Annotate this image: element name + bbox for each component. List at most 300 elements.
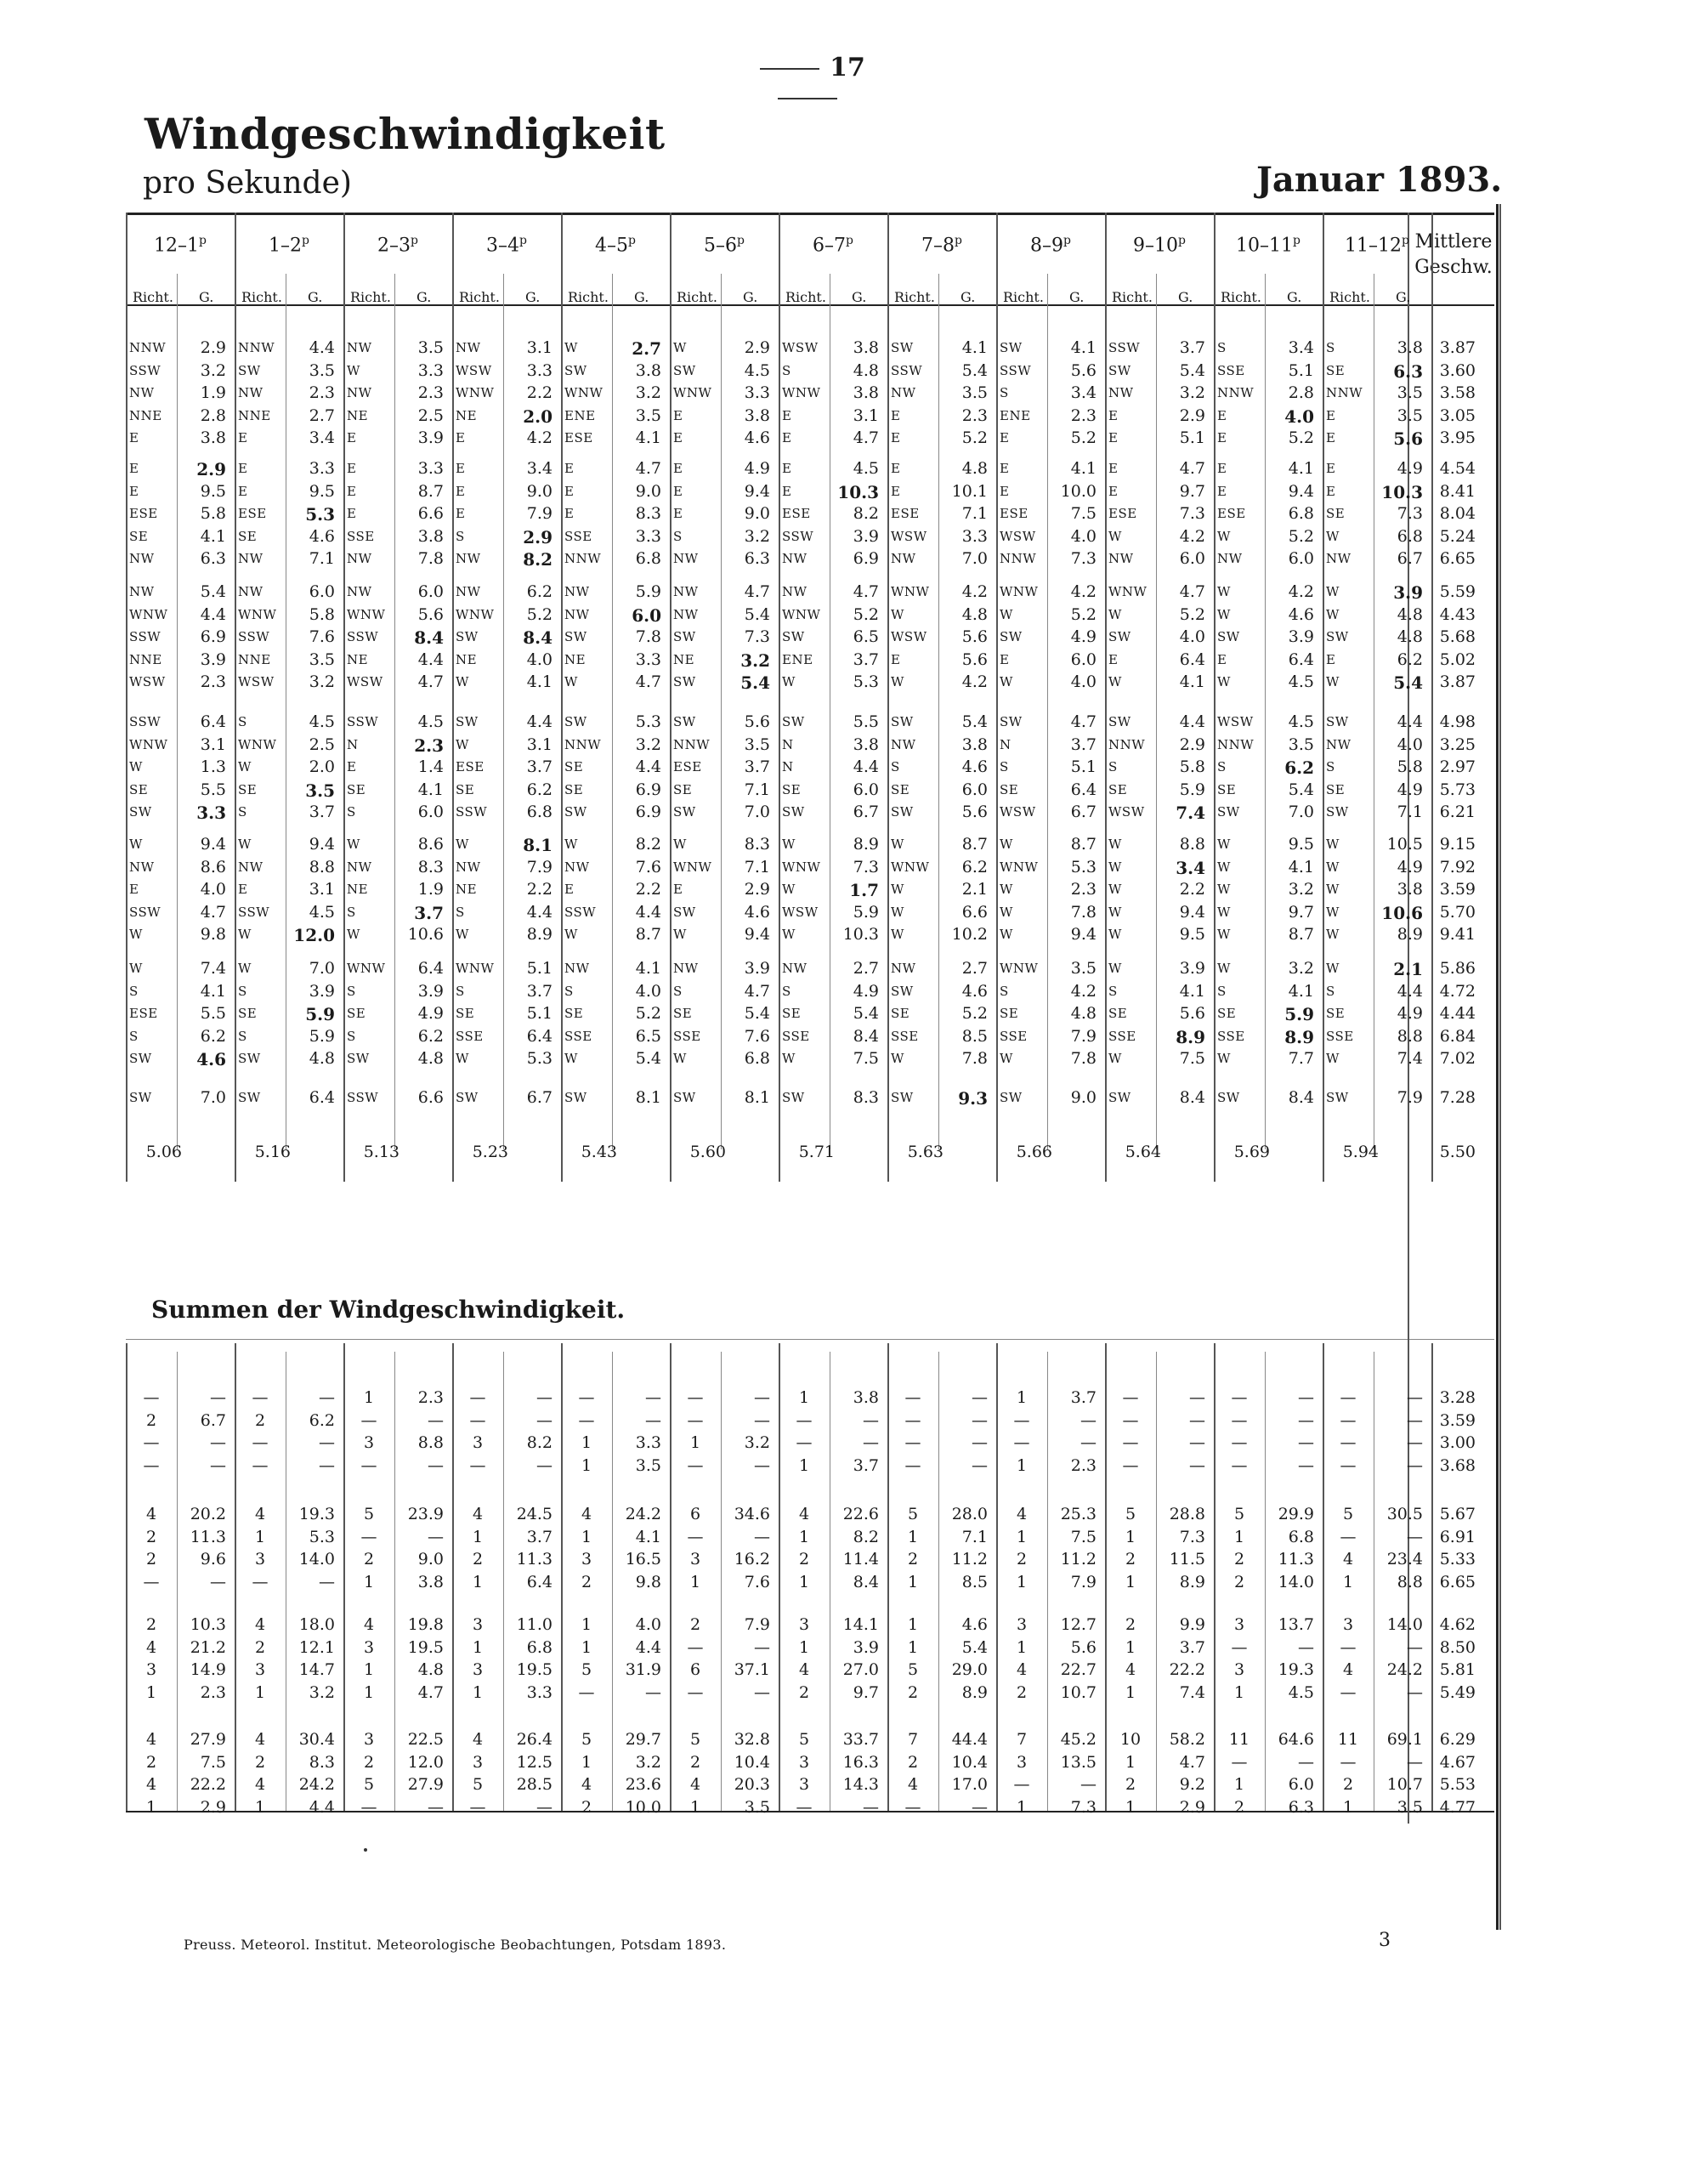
wind-speed: 4.9 [1397,780,1423,799]
wind-speed: 8.7 [635,925,661,944]
wind-speed: 9.4 [744,925,770,944]
hour-label: 8–9 [1030,235,1064,257]
wind-direction: S [129,1028,139,1044]
summen-sum: 24.5 [516,1505,552,1523]
summen-count: — [1340,1388,1357,1407]
summen-count: 2 [254,1637,266,1657]
wind-speed: 12.0 [293,925,335,945]
wind-direction: NW [564,584,590,599]
wind-direction: E [1000,430,1010,445]
wind-direction: W [673,837,687,852]
wind-speed: 4.7 [853,428,879,447]
row-mean: 3.95 [1439,428,1476,447]
wind-speed: 4.1 [1288,459,1314,478]
summen-sum: 7.4 [1179,1682,1205,1702]
mean-column-right-rule [1496,204,1499,1930]
wind-speed: 6.3 [200,549,226,568]
summen-sum: 45.2 [1060,1730,1096,1749]
summen-sum: 8.9 [961,1682,988,1702]
summen-sum: — [972,1455,988,1475]
summen-sum: 16.5 [625,1550,661,1569]
summen-sum: 4.7 [417,1682,444,1702]
summen-count: 11 [1337,1730,1359,1749]
wind-speed: 4.2 [961,672,988,691]
page-subtitle: pro Sekunde) [143,166,352,201]
summen-subcolumn-divider [503,1352,504,1811]
wind-speed: 9.4 [309,835,335,854]
summen-sum: — [863,1433,879,1452]
wind-direction: S [238,804,247,820]
wind-speed: 3.7 [309,803,335,821]
wind-speed: 4.6 [1288,604,1314,624]
summen-rule-top [126,1339,1494,1340]
wind-direction: S [456,904,465,920]
wind-direction: W [1326,674,1340,689]
wind-speed: 3.9 [309,981,335,1001]
row-mean: 9.41 [1439,925,1476,944]
wind-speed: 7.7 [1288,1049,1314,1068]
wind-direction: WNW [347,961,386,976]
summen-sum: 10.4 [951,1752,988,1772]
summen-count: 7 [1016,1730,1028,1749]
summen-count: — [1013,1433,1030,1452]
wind-direction: W [1108,1051,1122,1066]
wind-speed: 3.7 [1070,735,1096,754]
wind-speed: 3.9 [200,650,226,669]
summen-count: 1 [1125,1527,1136,1546]
wind-speed: 4.4 [526,902,552,922]
sub-header-g: G. [308,289,323,305]
wind-speed: 2.7 [632,338,661,359]
summen-sum: 19.3 [1278,1660,1314,1679]
wind-speed: 4.9 [1070,627,1096,646]
summen-count: 1 [1125,1572,1136,1591]
summen-column-divider [1105,1343,1107,1811]
wind-speed: 4.6 [961,981,988,1001]
wind-direction: W [891,1051,904,1066]
summen-sum: 13.5 [1060,1752,1096,1772]
wind-speed: 4.9 [1397,857,1423,876]
summen-sum: 7.3 [1070,1797,1096,1817]
hour-label: 7–8 [921,235,955,257]
wind-direction: SSE [1217,1028,1245,1044]
summen-count: 2 [145,1752,157,1772]
summen-count: 2 [145,1527,157,1546]
wind-direction: NW [673,961,699,976]
wind-direction: NNW [1217,736,1255,752]
hour-header [235,234,343,256]
wind-direction: SW [238,362,261,378]
wind-direction: SSW [129,714,162,729]
wind-speed: 3.8 [853,338,879,357]
wind-direction: SE [1108,781,1128,797]
summen-sum: 11.2 [1060,1550,1096,1569]
subcolumn-divider [503,274,504,1149]
wind-speed: 2.8 [1288,383,1314,402]
summen-sum: — [754,1637,770,1657]
summen-count: 1 [798,1455,810,1475]
wind-direction: W [1217,1051,1231,1066]
wind-direction: SSW [129,362,162,378]
wind-speed: 3.3 [417,459,444,478]
sub-header-g: G. [852,289,867,305]
wind-speed: 2.3 [961,406,988,425]
wind-speed: 4.1 [961,338,988,357]
wind-speed: 3.9 [1288,627,1314,646]
wind-direction: WSW [891,629,927,644]
wind-speed: 6.0 [632,604,661,626]
summen-sum: — [1407,1682,1423,1702]
wind-direction: NW [1326,736,1352,752]
wind-direction: S [238,983,247,999]
sub-header-richt: Richt. [459,289,500,305]
summen-count: 1 [798,1637,810,1657]
summen-count: 4 [145,1730,157,1749]
wind-direction: W [564,674,578,689]
summen-sum: 19.5 [516,1660,552,1679]
summen-mean: 3.68 [1439,1455,1476,1475]
summen-sum: 7.5 [200,1752,226,1772]
wind-direction: W [129,927,143,942]
summen-sum: 11.3 [1278,1550,1314,1569]
wind-speed: 7.8 [417,549,444,568]
summen-count: 4 [254,1730,266,1749]
summen-sum: 23.9 [407,1505,444,1523]
wind-speed: 9.4 [1070,925,1096,944]
summen-sum: — [1080,1775,1096,1794]
wind-speed: 9.7 [1288,902,1314,922]
wind-direction: SW [673,804,696,820]
wind-speed: 4.5 [309,902,335,922]
wind-speed: 3.8 [1397,880,1423,899]
wind-speed: 3.8 [1397,338,1423,357]
summen-count: 2 [1125,1775,1136,1794]
wind-speed: 7.4 [200,959,226,978]
wind-direction: SSE [1217,362,1245,378]
summen-sum: — [319,1572,335,1591]
summen-count: — [1231,1410,1248,1430]
sub-header-richt: Richt. [133,289,173,305]
wind-direction: E [782,483,792,499]
wind-speed: 8.4 [414,627,444,648]
summen-sum: — [645,1410,661,1430]
summen-sum: 3.5 [635,1455,661,1475]
wind-speed: 7.0 [1288,803,1314,821]
summen-count: — [904,1433,921,1452]
wind-direction: W [891,674,904,689]
wind-speed: 3.1 [309,880,335,899]
wind-speed: 3.5 [1397,406,1423,425]
summen-count: — [143,1433,160,1452]
summen-count: 2 [1125,1550,1136,1569]
summen-sum: — [428,1527,444,1546]
summen-sum: 2.3 [200,1682,226,1702]
wind-direction: NNE [238,407,271,423]
summen-sum: 11.5 [1169,1550,1205,1569]
wind-speed: 5.6 [961,627,988,646]
wind-direction: E [891,430,901,445]
wind-speed: 3.9 [1179,959,1205,978]
summen-count: — [687,1682,704,1702]
wind-speed: 3.3 [961,526,988,546]
wind-direction: SW [129,1051,152,1066]
summen-count: — [1122,1410,1139,1430]
wind-direction: E [347,430,357,445]
summen-sum: 44.4 [951,1730,988,1749]
hour-suffix: p [411,234,418,247]
wind-speed: 2.3 [200,672,226,691]
wind-direction: NW [238,584,264,599]
wind-direction: E [673,506,683,521]
wind-direction: ESE [1108,506,1137,521]
wind-direction: W [456,1051,469,1066]
wind-direction: SE [238,528,258,544]
wind-speed: 2.5 [417,406,444,425]
summen-count: 1 [1233,1527,1245,1546]
wind-speed: 8.4 [523,627,552,648]
summen-sum: 8.2 [853,1527,879,1546]
summen-count: 5 [472,1775,484,1794]
summen-count: 1 [254,1682,266,1702]
summen-count: 4 [145,1505,157,1523]
summen-count: — [1340,1752,1357,1772]
summen-count: — [1013,1775,1030,1794]
wind-speed: 3.9 [744,959,770,978]
wind-speed: 5.9 [309,1026,335,1046]
summen-sum: 58.2 [1169,1730,1205,1749]
wind-direction: SSE [891,1028,919,1044]
wind-direction: W [1217,674,1231,689]
wind-direction: E [456,483,466,499]
column-divider [1214,213,1216,1182]
summen-count: — [796,1433,813,1452]
wind-speed: 3.2 [740,650,770,671]
row-mean: 4.72 [1439,981,1476,1001]
summen-sum: — [210,1388,226,1407]
column-divider [235,213,236,1182]
wind-speed: 8.6 [417,835,444,854]
summen-count: 4 [1342,1660,1354,1679]
wind-direction: SW [456,629,479,644]
wind-speed: 4.8 [1397,627,1423,646]
hour-label: 5–6 [704,235,738,257]
wind-direction: E [564,461,575,476]
wind-direction: E [1108,407,1119,423]
wind-speed: 8.2 [853,504,879,523]
summen-sum: — [536,1797,552,1817]
summen-count: 3 [689,1550,701,1569]
wind-direction: NW [1108,385,1134,400]
wind-speed: 2.0 [309,757,335,776]
wind-speed: 4.1 [1070,338,1096,357]
summen-mean: 3.28 [1439,1388,1476,1407]
wind-speed: 5.4 [744,604,770,624]
summen-count: — [1231,1637,1248,1657]
summen-sum: 24.2 [1386,1660,1423,1679]
wind-direction: WNW [1000,584,1039,599]
row-mean: 5.86 [1439,959,1476,978]
wind-speed: 4.9 [1397,459,1423,478]
summen-sum: 29.7 [625,1730,661,1749]
summen-sum: 6.8 [526,1637,552,1657]
wind-direction: SW [1000,714,1023,729]
wind-speed: 8.3 [417,857,444,876]
wind-speed: 2.3 [1070,880,1096,899]
summen-count: — [360,1455,377,1475]
summen-count: 3 [1016,1615,1028,1634]
wind-direction: E [891,651,901,667]
wind-direction: NW [238,859,264,875]
page-number-text: 17 [830,53,865,82]
summen-sum: — [1298,1455,1314,1475]
wind-speed: 9.0 [526,481,552,501]
wind-direction: E [347,461,357,476]
summen-count: — [687,1455,704,1475]
summen-sum: — [863,1797,879,1817]
column-divider [670,213,672,1182]
wind-speed: 4.9 [744,459,770,478]
summen-sum: 14.0 [1386,1615,1423,1634]
summen-count: 1 [581,1527,592,1546]
summen-count: — [904,1797,921,1817]
wind-direction: SSE [564,528,592,544]
wind-speed: 5.4 [200,582,226,601]
wind-direction: E [1326,407,1336,423]
wind-direction: S [891,759,900,774]
wind-direction: SW [782,714,805,729]
summen-count: — [469,1455,486,1475]
top-rule [126,213,1494,215]
wind-direction: E [673,461,683,476]
wind-direction: SE [1217,1006,1237,1021]
wind-direction: SE [673,781,693,797]
wind-speed: 2.2 [526,383,552,402]
summen-sum: — [1080,1410,1096,1430]
wind-direction: N [1000,736,1012,752]
wind-direction: W [1217,606,1231,622]
wind-direction: E [1217,461,1227,476]
wind-direction: NNW [564,736,602,752]
wind-direction: SW [673,1090,696,1105]
summen-sum: 3.7 [1070,1388,1096,1407]
wind-direction: E [891,461,901,476]
wind-speed: 9.5 [200,481,226,501]
wind-speed: 3.8 [635,360,661,380]
wind-speed: 3.5 [961,383,988,402]
summen-count: — [1231,1433,1248,1452]
summen-sum: 3.2 [309,1682,335,1702]
wind-direction: W [1217,837,1231,852]
wind-speed: 2.9 [200,338,226,357]
summen-sum: 3.7 [1179,1637,1205,1657]
hour-header [343,234,452,256]
summen-count: 6 [689,1505,701,1523]
wind-direction: W [347,837,360,852]
wind-speed: 4.4 [309,338,335,357]
wind-speed: 9.4 [200,835,226,854]
wind-speed: 2.5 [309,735,335,754]
wind-direction: NE [347,882,369,897]
wind-speed: 7.4 [1397,1049,1423,1068]
wind-direction: NW [1108,551,1134,566]
wind-direction: NW [456,340,481,355]
summen-sum: 69.1 [1386,1730,1423,1749]
wind-direction: W [1326,1051,1340,1066]
wind-direction: W [1326,584,1340,599]
summen-count: 4 [1342,1550,1354,1569]
wind-speed: 3.4 [1176,857,1205,878]
wind-direction: W [1326,606,1340,622]
wind-direction: ESE [891,506,920,521]
row-mean: 3.60 [1439,360,1476,380]
wind-direction: W [1000,606,1013,622]
wind-direction: W [129,759,143,774]
wind-direction: E [1108,430,1119,445]
wind-speed: 4.8 [853,360,879,380]
wind-speed: 8.1 [635,1088,661,1107]
wind-speed: 3.1 [200,735,226,754]
wind-direction: SE [1000,1006,1019,1021]
wind-direction: SSW [782,528,814,544]
wind-speed: 9.3 [958,1088,988,1109]
summen-sum: 11.4 [842,1550,879,1569]
sub-header-g: G. [960,289,976,305]
wind-speed: 4.0 [526,650,552,669]
subcolumn-divider [177,274,178,1149]
wind-speed: 2.1 [1393,959,1423,979]
wind-speed: 3.1 [853,406,879,425]
summen-sum: — [754,1682,770,1702]
wind-speed: 7.5 [1070,504,1096,523]
wind-speed: 1.3 [200,757,226,776]
summen-sum: 5.3 [309,1527,335,1546]
summen-sum: 9.9 [1179,1615,1205,1634]
wind-speed: 9.4 [1179,902,1205,922]
wind-direction: NW [347,385,372,400]
wind-speed: 6.4 [417,959,444,978]
wind-speed: 4.4 [1179,712,1205,731]
wind-speed: 8.9 [1176,1026,1205,1047]
summen-sum: — [428,1455,444,1475]
wind-speed: 5.4 [961,360,988,380]
wind-direction: S [347,983,356,999]
wind-direction: SW [1326,1090,1349,1105]
wind-speed: 6.6 [961,902,988,922]
wind-direction: W [891,837,904,852]
summen-count: 2 [907,1752,919,1772]
wind-speed: 6.4 [1288,650,1314,669]
wind-direction: S [347,1028,356,1044]
summen-sum: 25.3 [1060,1505,1096,1523]
summen-count: 1 [581,1637,592,1657]
summen-sum: 9.6 [200,1550,226,1569]
wind-speed: 8.8 [1179,835,1205,854]
wind-speed: 5.6 [417,604,444,624]
summen-sum: 4.7 [1179,1752,1205,1772]
summen-count: 2 [1016,1550,1028,1569]
wind-speed: 5.8 [309,604,335,624]
wind-speed: 4.1 [635,428,661,447]
summen-sum: 33.7 [842,1730,879,1749]
wind-speed: 8.4 [853,1026,879,1046]
wind-direction: W [456,674,469,689]
wind-speed: 4.5 [417,712,444,731]
summen-sum: 26.4 [516,1730,552,1749]
summen-column-divider [779,1343,780,1811]
wind-speed: 5.4 [744,1004,770,1023]
wind-direction: SSW [238,904,270,920]
wind-direction: NNW [1326,385,1363,400]
